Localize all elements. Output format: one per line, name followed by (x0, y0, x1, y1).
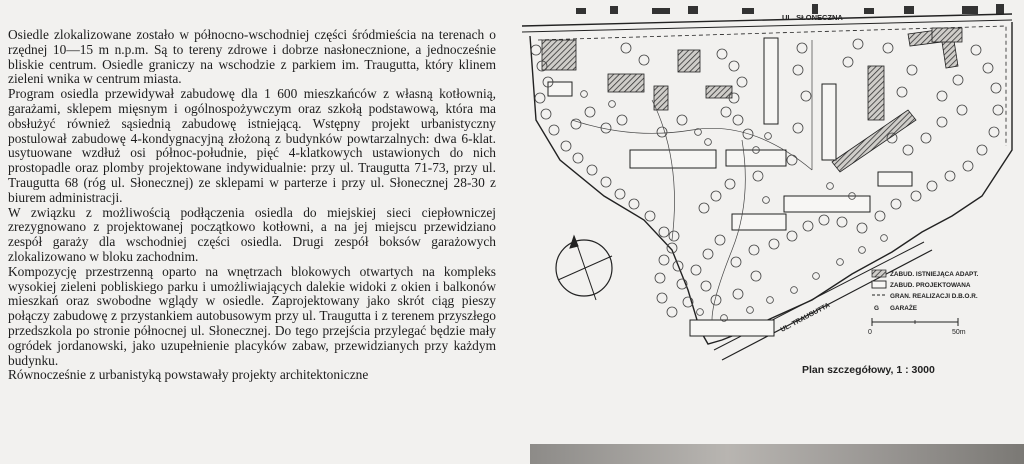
legend-symbol-projected (872, 281, 886, 288)
legend (872, 270, 979, 312)
plan-caption: Plan szczegółowy, 1 : 3000 (802, 364, 935, 376)
paragraph-5: Równocześnie z urbanistyką powstawały projekty architektoniczne (8, 367, 369, 383)
legend-label-garage: GARAŻE (890, 305, 917, 312)
legend-symbol-garage: G (874, 305, 879, 312)
legend-label-projected: ZABUD. PROJEKTOWANA (890, 282, 971, 289)
article-text (8, 28, 496, 383)
street-name-south: UL. TRAUGUTTA (779, 301, 832, 334)
legend-label-boundary: GRAN. REALIZACJI D.B.O.R. (890, 293, 978, 300)
street-name-north: UL. SŁONECZNA (782, 13, 843, 22)
site-plan (512, 0, 1024, 440)
paragraph-3: W związku z możliwością podłączenia osiedla do miejskiej sieci ciepłowniczej zrezygnowano z projektowanej początkowo kotłowni, a na jej miejscu przewidziano zespół garaży dla wschodniej części osiedla. Drugi zespół boksów garażowych zlokalizowano w bloku zachodnim. (8, 204, 496, 264)
scale-bar (868, 318, 966, 336)
scale-start: 0 (868, 329, 872, 336)
legend-label-existing: ZABUD. ISTNIEJĄCA ADAPT. (890, 271, 979, 278)
legend-symbol-existing (872, 270, 886, 277)
paragraph-2: Program osiedla przewidywał zabudowę dla 1 600 mieszkańców z własną kotłownią, garażami, sklepem mięsnym i ogólnospożywczym oraz szkołą podstawową, która ma obsłużyć również sąsiednią zabudowę istniejącą. Wstępny projekt urbanistyczny postulował zabudowę 4-kondygnacyjną złożoną z budynków powtarzalnych: dwa 6-klat. usytuowane wzdłuż osi północ-południe, pięć 4-klatkowych ustawionych do nich prostopadle oraz plomby projektowane indywidualnie: przy ul. Traugutta 71-73, przy ul. Traugutta 68 (róg ul. Słonecznej) ze sklepami w parterze i przy ul. Słonecznej 28-30 z biurem administracji. (8, 86, 496, 205)
photo-edge (530, 444, 1024, 464)
north-arrow (556, 236, 612, 300)
paragraph-4: Kompozycję przestrzenną oparto na wnętrzach blokowych otwartych na kompleks wysokiej zieleni pobliskiego parku i umożliwiających dalekie widoki z okien i balkonów mieszkań oraz swobodne wglądy w osiedle. Zaprojektowany jako skrót ciąg pieszy połączy zabudowę z przystankiem autobusowym przy ul. Traugutta i z terenem przyszłego przedszkola po stronie północnej ul. Słonecznej. Do tego przejścia przylegać będzie mały ogródek jordanowski, jako uzupełnienie placyków zabaw, przewidzianych przy każdym budynku. (8, 263, 496, 368)
street-traugutta (714, 242, 932, 360)
projected-buildings (548, 38, 912, 336)
scale-end: 50m (952, 329, 966, 336)
paragraph-1: Osiedle zlokalizowane zostało w północno-wschodniej części śródmieścia na terenach o rzędnej 10—15 m n.p.m. Są to tereny zdrowe i dobrze nasłonecznione, a jednocześnie bliskie centrum. Osiedle graniczy na wschodzie z parkiem im. Traugutta, który klinem zieleni wnika w centrum miasta. (8, 27, 496, 87)
